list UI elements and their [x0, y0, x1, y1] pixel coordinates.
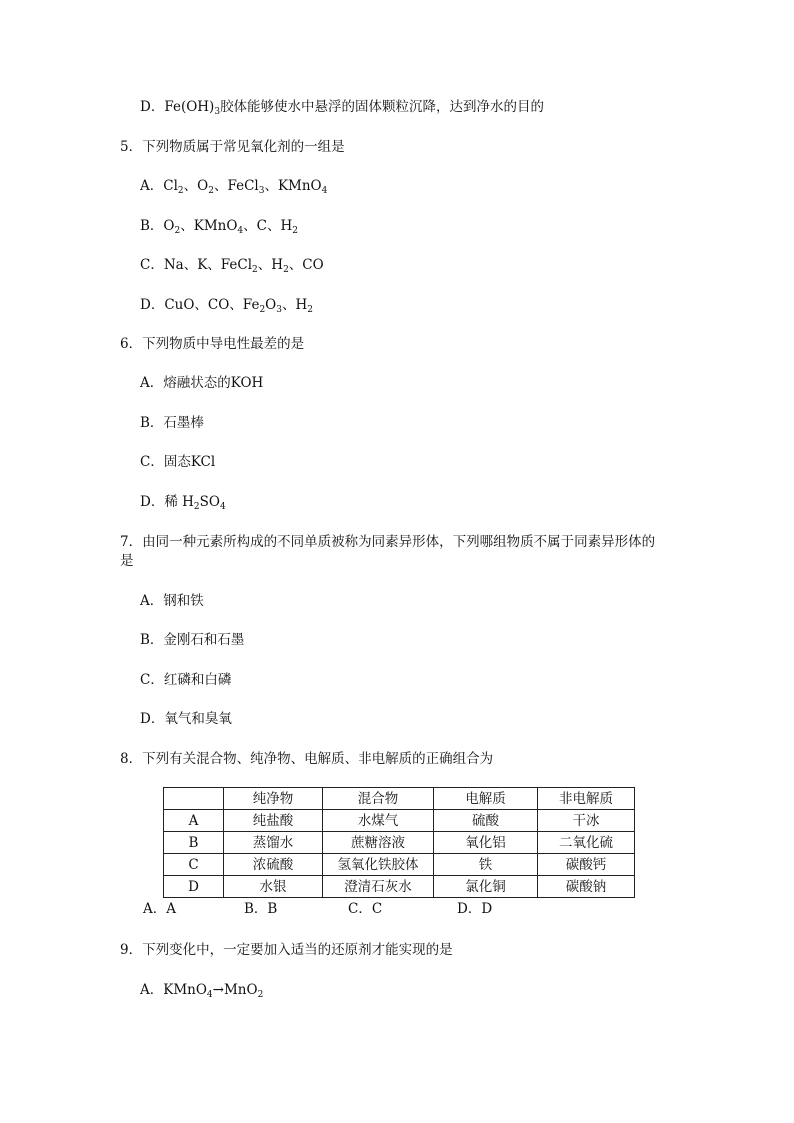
q7-option-c: C．红磷和白磷: [140, 672, 232, 688]
table-row: [164, 876, 635, 898]
q4-d-text-2: 胶体能够使水中悬浮的固体颗粒沉降，达到净水的目的: [220, 99, 545, 115]
table-cell: 二氧化硫: [538, 832, 635, 854]
table-header-cell: [164, 788, 224, 810]
table-cell: 碳酸钙: [538, 854, 635, 876]
q9-option-a: A．KMnO$_4$→MnO$_2$: [140, 982, 264, 1000]
q8-stem: 8．下列有关混合物、纯净物、电解质、非电解质的正确组合为: [120, 751, 494, 767]
q6-option-d: D．稀 $H_2SO_4$: [140, 494, 226, 512]
table-row: [164, 810, 635, 832]
table-cell: 浓硫酸: [224, 854, 323, 876]
q7-stem-line1: 7．由同一种元素所构成的不同单质被称为同素异形体，下列哪组物质不属于同素异形体的: [120, 534, 656, 550]
table-cell: 氧化铝: [434, 832, 538, 854]
q8-choice-a: A．A: [143, 901, 176, 917]
table-cell: 蔗糖溶液: [323, 832, 434, 854]
table-cell: 纯盐酸: [224, 810, 323, 832]
q7-option-d: D．氧气和臭氧: [140, 711, 232, 727]
table-cell: 水煤气: [323, 810, 434, 832]
table-cell: 蒸馏水: [224, 832, 323, 854]
table-cell: B: [164, 832, 224, 854]
q7-stem-line2: 是: [120, 553, 134, 569]
q5-stem: 5．下列物质属于常见氧化剂的一组是: [120, 139, 345, 155]
q7-option-b: B．金刚石和石墨: [140, 632, 245, 648]
q6-option-a: A．熔融状态的KOH: [140, 375, 264, 391]
q5-option-c: C．Na、K、FeCl$_2$、$H_2$、CO: [140, 257, 324, 275]
table-row: [164, 832, 635, 854]
q9-stem: 9．下列变化中，一定要加入适当的还原剂才能实现的是: [120, 942, 453, 958]
q7-option-a: A．钢和铁: [140, 593, 204, 609]
q6-option-b: B．石墨棒: [140, 415, 204, 431]
table-cell: 澄清石灰水: [323, 876, 434, 898]
table-cell: 铁: [434, 854, 538, 876]
q4-d-text-1: D．Fe(OH): [140, 99, 215, 115]
q8-choice-d: D．D: [457, 901, 493, 917]
q6-stem: 6．下列物质中导电性最差的是: [120, 336, 305, 352]
table-header-cell: 纯净物: [224, 788, 323, 810]
table-row: [164, 854, 635, 876]
q6-option-c: C．固态KCl: [140, 454, 216, 470]
table-cell: C: [164, 854, 224, 876]
q8-table: [163, 787, 635, 898]
table-header-cell: 电解质: [434, 788, 538, 810]
q8-choice-c: C．C: [348, 901, 383, 917]
q8-choice-b: B．B: [244, 901, 278, 917]
q4-d-sub: 3: [214, 107, 221, 117]
q5-option-d: D．CuO、CO、$Fe_2O_3$、$H_2$: [140, 297, 313, 315]
q4-option-d: [140, 98, 544, 116]
table-cell: 氯化铜: [434, 876, 538, 898]
q5-option-b: B．$O_2$、KMnO$_4$、C、$H_2$: [140, 218, 298, 236]
table-cell: A: [164, 810, 224, 832]
table-cell: D: [164, 876, 224, 898]
table-cell: 氢氧化铁胶体: [323, 854, 434, 876]
table-cell: 碳酸钠: [538, 876, 635, 898]
table-header-cell: 非电解质: [538, 788, 635, 810]
table-header-cell: 混合物: [323, 788, 434, 810]
table-header-row: [164, 788, 635, 810]
table-cell: 水银: [224, 876, 323, 898]
table-cell: 干冰: [538, 810, 635, 832]
q5-option-a: A．$Cl_2$、$O_2$、FeCl$_3$、KMnO$_4$: [140, 178, 328, 196]
table-cell: 硫酸: [434, 810, 538, 832]
